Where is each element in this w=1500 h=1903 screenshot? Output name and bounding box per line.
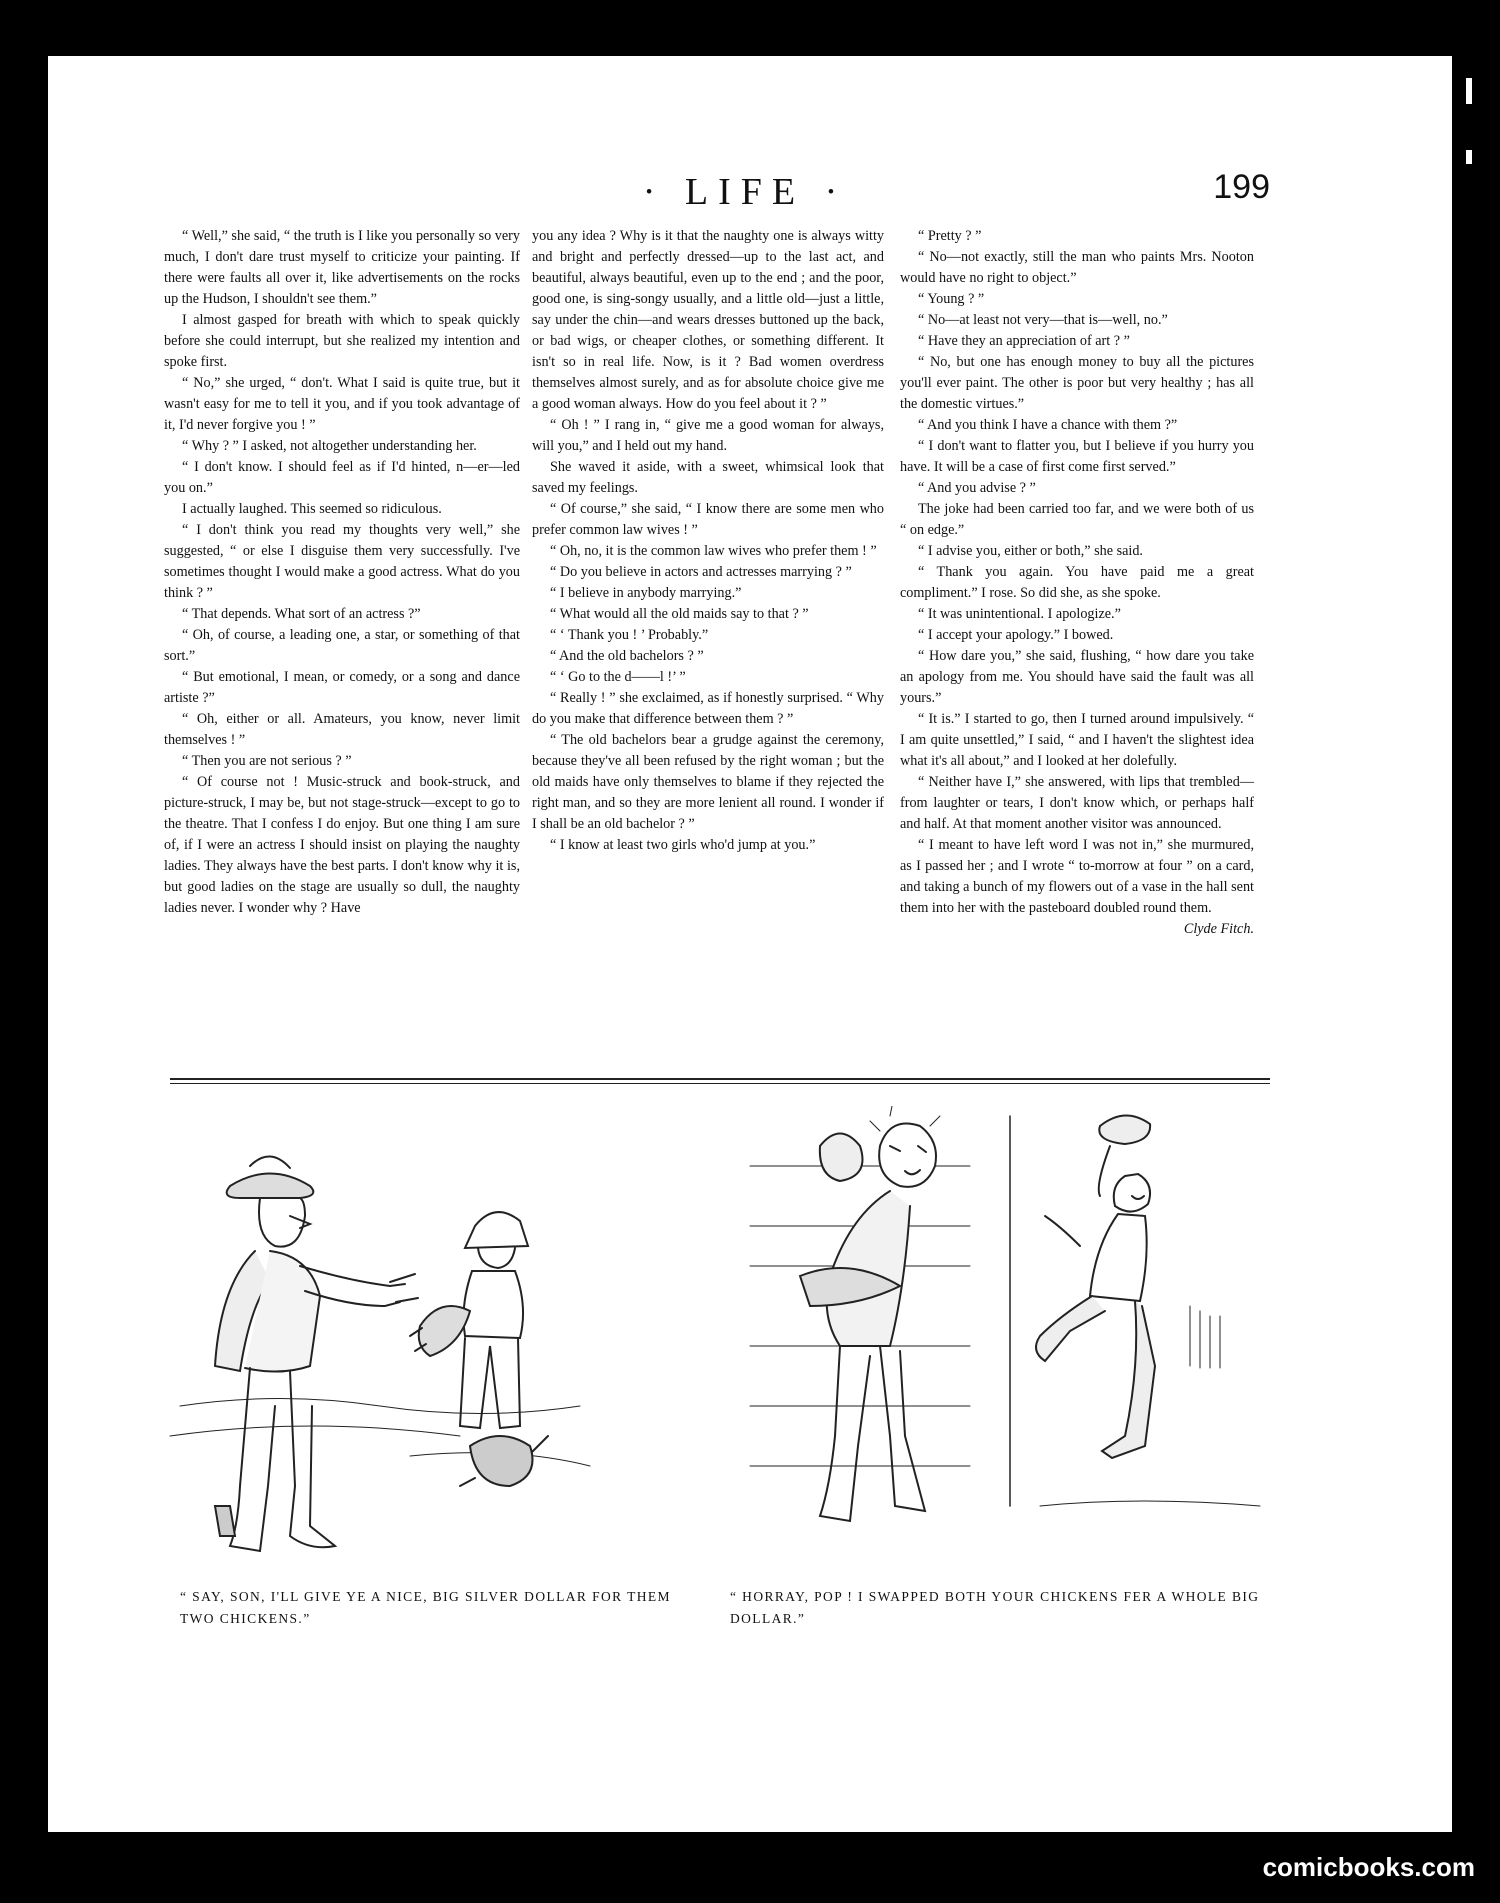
paragraph: “ Oh, of course, a leading one, a star, or something of that sort.” [164,627,520,664]
paragraph: “ Why ? ” I asked, not altogether understanding her. [182,438,477,454]
paragraph: “ No,” she urged, “ don't. What I said is quite true, but it wasn't easy for me to tell it you, and if you took advantage of it, I'd never forgive you ! ” [164,375,520,433]
cartoon-caption-left: “ SAY, SON, I'LL GIVE YE A NICE, BIG SILVER DOLLAR FOR THEM TWO CHICKENS.” [180,1589,671,1626]
paragraph: She waved it aside, with a sweet, whimsical look that saved my feelings. [532,459,884,496]
paragraph: “ And you advise ? ” [918,480,1036,496]
divider-rule [170,1078,1270,1080]
paragraph: “ I know at least two girls who'd jump at you.” [550,837,816,853]
paragraph: “ I don't know. I should feel as if I'd hinted, n—er—led you on.” [164,459,520,496]
paragraph: “ It was unintentional. I apologize.” [918,606,1121,622]
paragraph: “ Of course not ! Music-struck and book-struck, and picture-struck, I may be, but not stage-struck—except to go to the theatre. That I confess I do enjoy. But one thing I am sure of, if I were an actress I should insist on playing the naughty ladies. They always have the best parts. I don't know why it is, but good ladies on the stage are usually so dull, the naughty ladies never. I wonder why ? Have [164,774,520,916]
paragraph: “ ‘ Thank you ! ’ Probably.” [550,627,709,643]
paragraph: “ Really ! ” she exclaimed, as if honestly surprised. “ Why do you make that difference between them ? ” [532,690,884,727]
paragraph: “ How dare you,” she said, flushing, “ how dare you take an apology from me. You should have said the fault was all yours.” [900,648,1254,706]
text-column-2 [532,226,884,1066]
paragraph: “ But emotional, I mean, or comedy, or a song and dance artiste ?” [164,669,520,706]
paragraph: “ I advise you, either or both,” she said. [918,543,1143,559]
scan-border-right [1452,0,1500,1903]
paragraph: “ No, but one has enough money to buy all the pictures you'll ever paint. The other is poor but very healthy ; has all the domestic virtues.” [900,354,1254,412]
paragraph: “ Young ? ” [918,291,985,307]
paragraph: “ I believe in anybody marrying.” [550,585,742,601]
cartoon-illustration-right [740,1106,1270,1576]
paragraph: “ I don't want to flatter you, but I believe if you hurry you have. It will be a case of first come first served.” [900,438,1254,475]
page-number: 199 [1213,168,1270,206]
paragraph: you any idea ? Why is it that the naughty one is always witty and bright and perfectly dressed—up to the last act, and beautiful, always beautiful, even up to the end ; and the poor, good one, is sing-songy usually, and a little old—just a little, say under the chin—and wears dresses buttoned up the back, or bad wigs, or cheaper clothes, or something different. It isn't so in real life. Now, is it ? Bad women overdress themselves almost surely, and as for absolute choice give me a good woman always. How do you feel about it ? ” [532,228,884,412]
paragraph: “ Pretty ? ” [918,228,982,244]
paragraph: “ I meant to have left word I was not in,” she murmured, as I passed her ; and I wrote “ to-morrow at four ” on a card, and taking a bunch of my flowers out of a vase in the hall sent them into her with the pasteboard doubled round them. [900,837,1254,916]
paragraph: “ No—not exactly, still the man who paints Mrs. Nooton would have no right to object.” [900,249,1254,286]
paragraph: “ And you think I have a chance with them ?” [918,417,1178,433]
masthead-title: · LIFE · [642,171,848,213]
author-signature: Clyde Fitch. [1183,921,1254,937]
paragraph: “ Then you are not serious ? ” [182,753,352,769]
paragraph: “ Have they an appreciation of art ? ” [918,333,1130,349]
paragraph: “ Oh ! ” I rang in, “ give me a good woman for always, will you,” and I held out my hand. [532,417,884,454]
text-column-3 [900,226,1254,1066]
paragraph: The joke had been carried too far, and we were both of us “ on edge.” [900,501,1254,538]
paragraph: “ That depends. What sort of an actress ?” [182,606,421,622]
cartoon-illustration-left [160,1106,700,1576]
paragraph: “ Oh, either or all. Amateurs, you know, never limit themselves ! ” [164,711,520,748]
text-column-1 [164,226,520,1066]
paragraph: “ Thank you again. You have paid me a great compliment.” I rose. So did she, as she spoke. [900,564,1254,601]
paragraph: I almost gasped for breath with which to speak quickly before she could interrupt, but she realized my intention and spoke first. [164,312,520,370]
paragraph: “ Well,” she said, “ the truth is I like you personally so very much, I don't dare trust myself to criticize your painting. If there were faults all over it, like advertisements on the rocks up the Hudson, I shouldn't see them.” [164,228,520,307]
paragraph: “ Of course,” she said, “ I know there are some men who prefer common law wives ! ” [532,501,884,538]
scan-border-left [0,0,48,1903]
paragraph: “ No—at least not very—that is—well, no.” [918,312,1168,328]
cartoon-caption-right: “ HORRAY, POP ! I SWAPPED BOTH YOUR CHICKENS FER A WHOLE BIG DOLLAR.” [730,1589,1260,1626]
paragraph: “ I accept your apology.” I bowed. [918,627,1114,643]
paragraph: I actually laughed. This seemed so ridiculous. [182,501,442,517]
paragraph: “ I don't think you read my thoughts very well,” she suggested, “ or else I disguise them very successfully. I've sometimes thought I would make a good actress. What do you think ? ” [164,522,520,601]
paragraph: “ Do you believe in actors and actresses marrying ? ” [550,564,852,580]
paragraph: “ What would all the old maids say to that ? ” [550,606,809,622]
paragraph: “ The old bachelors bear a grudge against the ceremony, because they've all been refused by the right woman ; but the old maids have only themselves to blame if they rejected the right man, and so they are more lenient all round. I wonder if I shall be an old bachelor ? ” [532,732,884,832]
watermark: comicbooks.com [1262,1852,1475,1882]
paragraph: “ And the old bachelors ? ” [550,648,704,664]
paragraph: “ Neither have I,” she answered, with lips that trembled—from laughter or tears, I don't know which, or perhaps half and half. At that moment another visitor was announced. [900,774,1254,832]
paragraph: “ ‘ Go to the d——l !’ ” [550,669,686,685]
paragraph: “ It is.” I started to go, then I turned around impulsively. “ I am quite unsettled,” I said, “ and I haven't the slightest idea what it's all about,” and I looked at her dolefully. [900,711,1254,769]
divider-rule-thin [170,1083,1270,1084]
paragraph: “ Oh, no, it is the common law wives who prefer them ! ” [550,543,877,559]
